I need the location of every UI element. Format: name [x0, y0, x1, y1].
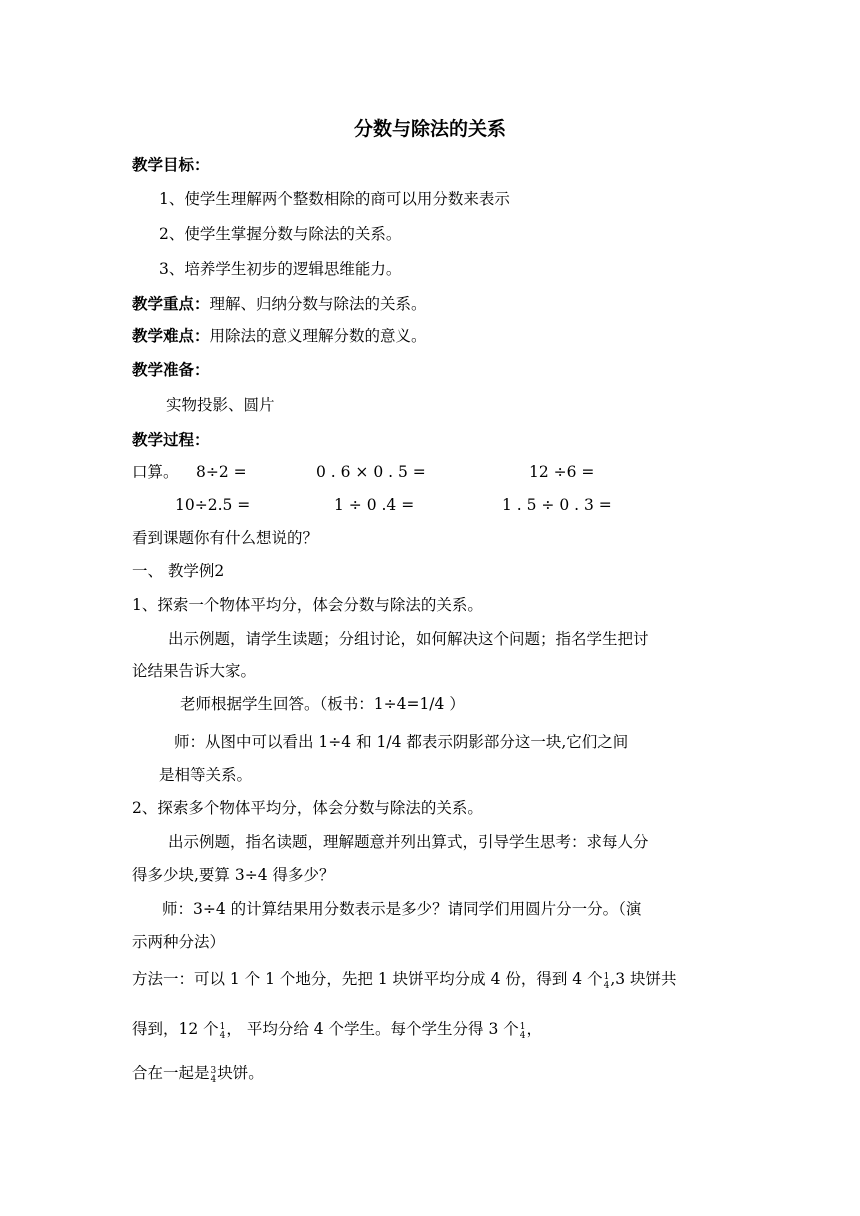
paragraph-line: 出示例题，请学生读题；分组讨论，如何解决这个问题；指名学生把讨 — [168, 630, 649, 648]
difficulty-label: 教学难点： — [132, 326, 210, 345]
goal-item: 3、培养学生初步的逻辑思维能力。 — [159, 260, 402, 278]
goals-heading: 教学目标： — [132, 155, 210, 174]
key-label: 教学重点： — [132, 294, 210, 313]
paragraph-line: 师：从图中可以看出 1÷4 和 1/4 都表示阴影部分这一块,它们之间 — [174, 733, 629, 751]
paragraph-line: 得多少块,要算 3÷4 得多少？ — [132, 866, 335, 884]
method-text: ， 平均分给 4 个学生。每个学生分得 3 个 — [226, 1020, 519, 1038]
oral-item: 8÷2 = — [196, 463, 247, 481]
method-text: 块饼。 — [217, 1064, 264, 1082]
paragraph-line: 是相等关系。 — [159, 766, 253, 784]
method-line — [132, 968, 677, 991]
fraction-denominator: 4 — [210, 1075, 217, 1085]
goal-item: 2、使学生掌握分数与除法的关系。 — [159, 225, 402, 243]
fraction-numerator: 1 — [519, 1022, 526, 1032]
difficulty-point — [132, 325, 427, 347]
fraction-denominator: 4 — [603, 981, 610, 991]
oral-item: 1 ÷ 0 .4 = — [334, 496, 415, 514]
oral-item: 10÷2.5 = — [175, 496, 251, 514]
fraction — [211, 1067, 217, 1085]
key-text: 理解、归纳分数与除法的关系。 — [209, 295, 427, 313]
method-text: 方法一：可以 1 个 1 个地分，先把 1 块饼平均分成 4 份，得到 4 个 — [132, 970, 603, 988]
fraction — [604, 973, 610, 991]
method-line — [132, 1018, 542, 1041]
goal-item: 1、使学生理解两个整数相除的商可以用分数来表示 — [159, 190, 510, 208]
process-heading: 教学过程： — [132, 430, 210, 449]
paragraph-line: 示两种分法） — [132, 933, 226, 951]
oral-item: 0 . 6 × 0 . 5 = — [316, 463, 426, 481]
method-text: ， — [526, 1020, 542, 1038]
key-point — [132, 293, 427, 315]
method-text: 合在一起是 — [132, 1064, 210, 1082]
oral-item: 1 . 5 ÷ 0 . 3 = — [502, 496, 612, 514]
page-title: 分数与除法的关系 — [353, 118, 506, 140]
step-heading: 1、探索一个物体平均分，体会分数与除法的关系。 — [132, 596, 483, 614]
paragraph-line: 老师根据学生回答。（板书：1÷4=1/4 ） — [180, 695, 465, 713]
paragraph-line: 师：3÷4 的计算结果用分数表示是多少？请同学们用圆片分一分。（演 — [162, 900, 642, 918]
method-text: 得到，12 个 — [132, 1020, 219, 1038]
section-heading: 一、 教学例2 — [132, 562, 225, 580]
oral-label: 口算。 — [132, 463, 179, 481]
prep-heading: 教学准备： — [132, 360, 210, 379]
fraction-numerator: 1 — [219, 1022, 226, 1032]
fraction — [220, 1023, 226, 1041]
fraction-denominator: 4 — [219, 1031, 226, 1041]
fraction-denominator: 4 — [519, 1031, 526, 1041]
paragraph-line: 论结果告诉大家。 — [132, 662, 257, 680]
oral-item: 12 ÷6 = — [529, 463, 595, 481]
prep-text: 实物投影、圆片 — [166, 396, 275, 414]
fraction-numerator: 3 — [210, 1066, 217, 1076]
paragraph-line: 出示例题，指名读题，理解题意并列出算式，引导学生思考：求每人分 — [168, 833, 649, 851]
method-line — [132, 1062, 264, 1085]
difficulty-text: 用除法的意义理解分数的意义。 — [209, 327, 427, 345]
question-text: 看到课题你有什么想说的？ — [132, 529, 319, 547]
method-text: ,3 块饼共 — [610, 970, 677, 988]
fraction-numerator: 1 — [603, 972, 610, 982]
fraction — [520, 1023, 526, 1041]
step-heading: 2、探索多个物体平均分，体会分数与除法的关系。 — [132, 799, 483, 817]
